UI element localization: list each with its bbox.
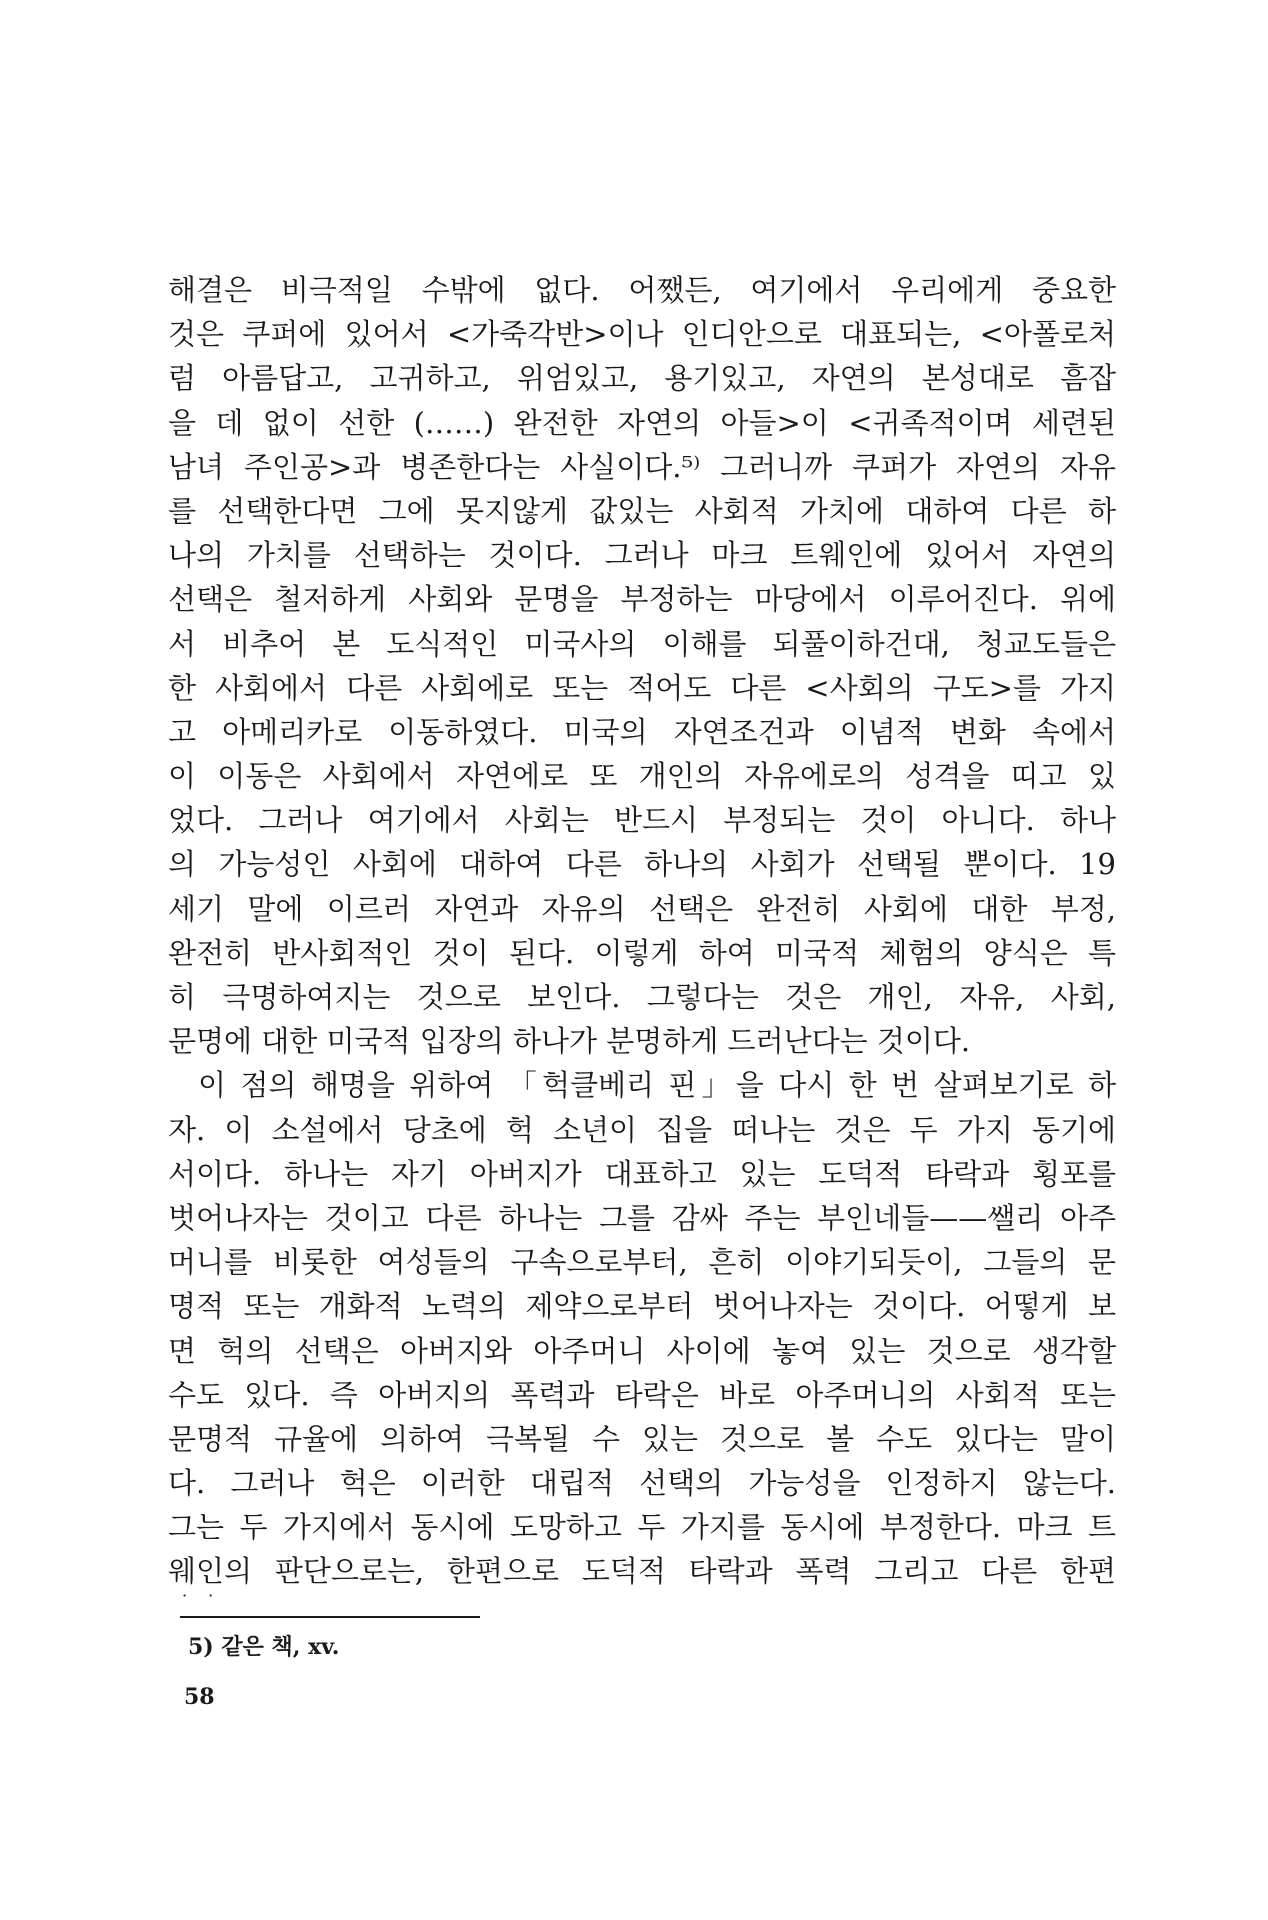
text-line: 를 선택한다면 그에 못지않게 값있는 사회적 가치에 대하여 다른 하 <box>168 493 1116 528</box>
text-line: 고 아메리카로 이동하였다. 미국의 자연조건과 이념적 변화 속에서 <box>168 714 1116 749</box>
text-line: 의 가능성인 사회에 대하여 다른 하나의 사회가 선택될 뿐이다. 19 <box>168 847 1116 882</box>
text-line: 명적 또는 개화적 노력의 제약으로부터 벗어나자는 것이다. 어떻게 보 <box>168 1289 1116 1324</box>
footnote: 5) 같은 책, xv. <box>188 1634 340 1660</box>
paragraph-end-line: 문명에 대한 미국적 입장의 하나가 분명하게 드러난다는 것이다. <box>168 1024 971 1059</box>
stray-marks: · · <box>182 1586 222 1605</box>
text-line: 세기 말에 이르러 자연과 자유의 선택은 완전히 사회에 대한 부정, <box>168 891 1116 926</box>
text-line: 서이다. 하나는 자기 아버지가 대표하고 있는 도덕적 타락과 횡포를 <box>168 1156 1116 1191</box>
text-line: 문명적 규율에 의하여 극복될 수 있는 것으로 볼 수도 있다는 말이 <box>168 1421 1116 1456</box>
text-line: 면 헉의 선택은 아버지와 아주머니 사이에 놓여 있는 것으로 생각할 <box>168 1333 1116 1368</box>
footnote-divider <box>180 1616 480 1618</box>
text-line: 머니를 비롯한 여성들의 구속으로부터, 흔히 이야기되듯이, 그들의 문 <box>168 1245 1116 1280</box>
text-line: 벗어나자는 것이고 다른 하나는 그를 감싸 주는 부인네들——쌜리 아주 <box>168 1200 1116 1235</box>
text-line: 을 데 없이 선한 (……) 완전한 자연의 아들>이 <귀족적이며 세련된 <box>168 405 1116 440</box>
text-line: 서 비추어 본 도식적인 미국사의 이해를 되풀이하건대, 청교도들은 <box>168 626 1116 661</box>
text-line: 히 극명하여지는 것으로 보인다. 그렇다는 것은 개인, 자유, 사회, <box>168 980 1116 1014</box>
body-text <box>168 268 1116 1594</box>
text-line: 그는 두 가지에서 동시에 도망하고 두 가지를 동시에 부정한다. 마크 트 <box>168 1510 1116 1545</box>
text-line: 해결은 비극적일 수밖에 없다. 어쨌든, 여기에서 우리에게 중요한 <box>168 273 1116 307</box>
text-line: 남녀 주인공>과 병존한다는 사실이다.⁵⁾ 그러니까 쿠퍼가 자연의 자유 <box>168 449 1116 484</box>
text-line: 웨인의 판단으로는, 한편으로 도덕적 타락과 폭력 그리고 다른 한편 <box>168 1554 1116 1589</box>
text-line: 럼 아름답고, 고귀하고, 위엄있고, 용기있고, 자연의 본성대로 흠잡 <box>168 361 1116 396</box>
text-line: 한 사회에서 다른 사회에로 또는 적어도 다른 <사회의 구도>를 가지 <box>168 670 1116 705</box>
text-line: 수도 있다. 즉 아버지의 폭력과 타락은 바로 아주머니의 사회적 또는 <box>168 1377 1116 1412</box>
text-line: 것은 쿠퍼에 있어서 <가죽각반>이나 인디안으로 대표되는, <아폴로처 <box>168 317 1116 352</box>
text-line: 나의 가치를 선택하는 것이다. 그러나 마크 트웨인에 있어서 자연의 <box>168 538 1116 573</box>
page-number: 58 <box>184 1684 215 1710</box>
paragraph-start-line: 이 점의 해명을 위하여 「헉클베리 핀」을 다시 한 번 살펴보기로 하 <box>198 1068 1116 1103</box>
text-line: 선택은 철저하게 사회와 문명을 부정하는 마당에서 이루어진다. 위에 <box>168 582 1116 617</box>
text-line: 었다. 그러나 여기에서 사회는 반드시 부정되는 것이 아니다. 하나 <box>168 803 1116 838</box>
text-line: 이 이동은 사회에서 자연에로 또 개인의 자유에로의 성격을 띠고 있 <box>168 759 1116 794</box>
text-line: 자. 이 소설에서 당초에 헉 소년이 집을 떠나는 것은 두 가지 동기에 <box>168 1112 1116 1147</box>
text-line: 완전히 반사회적인 것이 된다. 이렇게 하여 미국적 체험의 양식은 특 <box>168 935 1116 970</box>
text-line: 다. 그러나 헉은 이러한 대립적 선택의 가능성을 인정하지 않는다. <box>168 1466 1116 1501</box>
